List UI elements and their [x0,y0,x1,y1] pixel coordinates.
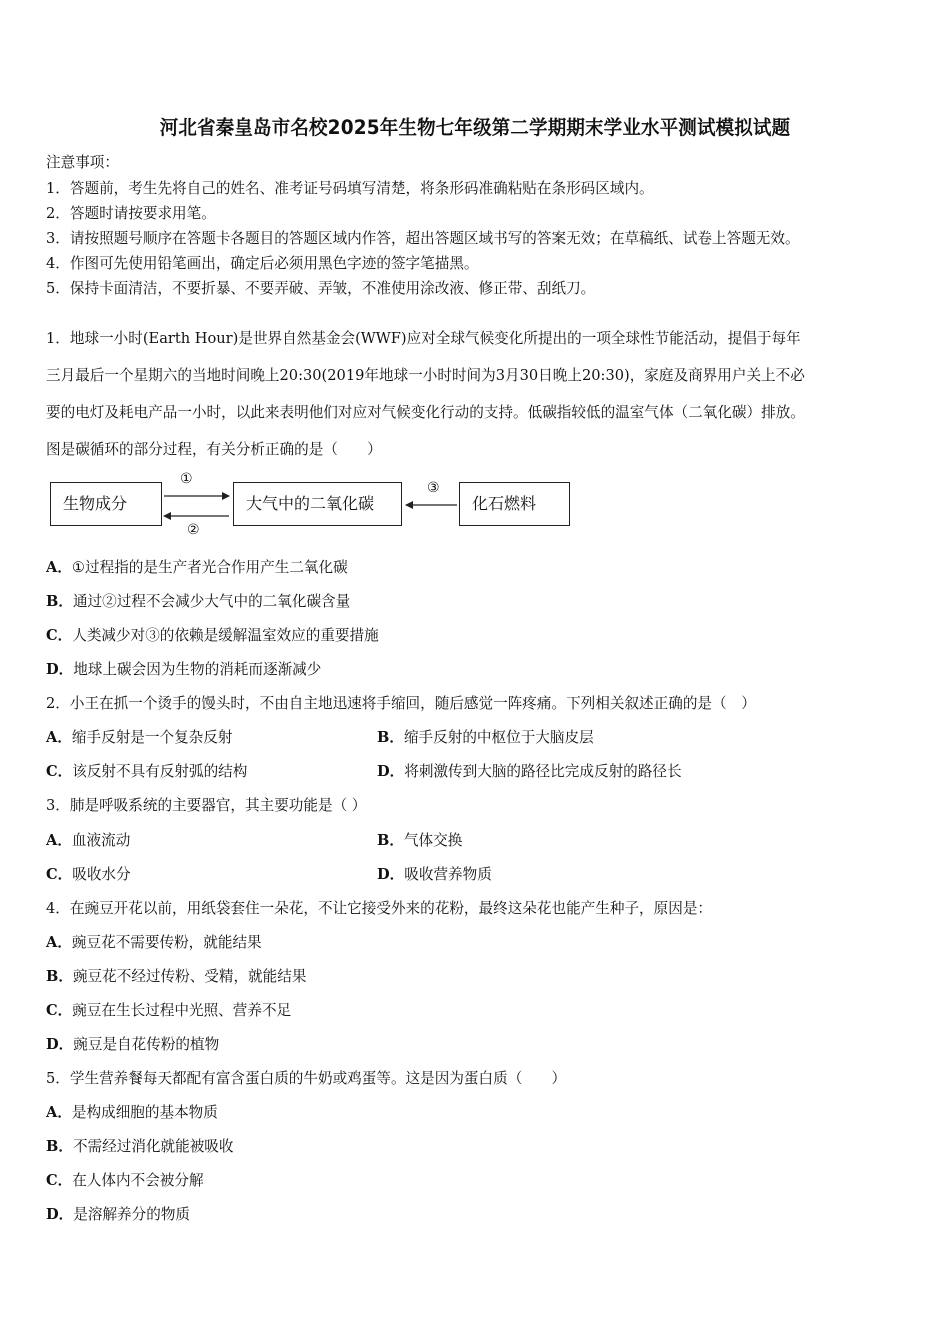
diagram-label-1: ① [180,471,193,487]
option-text: 缩手反射是一个复杂反射 [71,729,233,746]
option-letter: C． [46,627,73,644]
question-1-option-a [46,556,348,577]
question-1-option-c [46,624,379,645]
option-text: 是溶解养分的物质 [73,1206,191,1223]
question-3-option-b [377,829,462,850]
notice-item: 3．请按照题号顺序在答题卡各题目的答题区域内作答，超出答题区域书写的答案无效；在草稿纸、试卷上答题无效。 [46,230,800,247]
option-letter: C． [46,1002,73,1019]
option-text: 地球上碳会因为生物的消耗而逐渐减少 [73,661,322,678]
question-5-option-d [46,1203,190,1224]
question-3-stem: 3．肺是呼吸系统的主要器官，其主要功能是（ ） [46,797,367,814]
option-text: 缩手反射的中枢位于大脑皮层 [403,729,594,746]
question-4-option-c [46,999,291,1020]
diagram-box-biological: 生物成分 [50,482,162,526]
question-5-stem: 5．学生营养餐每天都配有富含蛋白质的牛奶或鸡蛋等。这是因为蛋白质（ ） [46,1070,567,1087]
option-text: 在人体内不会被分解 [72,1172,204,1189]
option-letter: A． [46,934,72,951]
option-text: 是构成细胞的基本物质 [71,1104,218,1121]
question-2-stem: 2．小王在抓一个烫手的馒头时，不由自主地迅速将手缩回，随后感觉一阵疼痛。下列相关叙述正确的是（ ） [46,695,756,712]
option-letter: B． [46,1138,73,1155]
option-letter: B． [377,832,404,849]
option-letter: A． [46,559,72,576]
question-4-option-a [46,931,262,952]
notice-item: 2．答题时请按要求用笔。 [46,205,216,222]
question-1-option-b [46,590,350,611]
question-4-option-b [46,965,306,986]
option-text: 血液流动 [71,832,131,849]
option-letter: B． [46,968,73,985]
option-text: 豌豆是自花传粉的植物 [73,1036,220,1053]
option-text: 气体交换 [403,832,463,849]
option-text: ①过程指的是生产者光合作用产生二氧化碳 [71,559,348,576]
option-text: 人类减少对③的依赖是缓解温室效应的重要措施 [72,627,379,644]
question-4-stem: 4．在豌豆开花以前，用纸袋套住一朵花，不让它接受外来的花粉，最终这朵花也能产生种子，原因是： [46,900,713,917]
carbon-cycle-diagram [48,470,572,538]
page-title: 河北省秦皇岛市名校2025年生物七年级第二学期期末学业水平测试模拟试题 [159,116,791,139]
question-3-option-c [46,863,131,884]
option-text: 该反射不具有反射弧的结构 [72,763,248,780]
diagram-box-fossil-fuel: 化石燃料 [459,482,570,526]
option-letter: D． [46,661,74,678]
question-4-option-d [46,1033,219,1054]
question-3-option-d [377,863,492,884]
notice-item: 4．作图可先使用铅笔画出，确定后必须用黑色字迹的签字笔描黑。 [46,255,479,272]
question-1-stem: 1．地球一小时(Earth Hour)是世界自然基金会(WWF)应对全球气候变化所提出的一项全球性节能活动，提倡于每年 [46,330,801,347]
option-letter: B． [46,593,73,610]
option-letter: D． [46,1036,74,1053]
option-text: 吸收水分 [72,866,131,883]
question-5-option-a [46,1101,218,1122]
notice-heading: 注意事项： [46,154,119,171]
diagram-label-3: ③ [427,480,440,496]
option-letter: C． [46,866,73,883]
option-text: 不需经过消化就能被吸收 [72,1138,234,1155]
option-letter: A． [46,832,72,849]
diagram-arrows [48,470,572,532]
option-letter: C． [46,1172,73,1189]
diagram-label-2: ② [187,522,200,538]
option-text: 豌豆花不需要传粉，就能结果 [71,934,262,951]
option-letter: B． [377,729,404,746]
question-1-option-d [46,658,321,679]
option-letter: D． [377,763,405,780]
option-text: 通过②过程不会减少大气中的二氧化碳含量 [72,593,351,610]
question-3-option-a [46,829,130,850]
question-2-option-c [46,760,247,781]
question-2-option-b [377,726,594,747]
option-letter: D． [46,1206,74,1223]
option-letter: A． [46,729,72,746]
option-text: 将刺激传到大脑的路径比完成反射的路径长 [404,763,682,780]
option-letter: C． [46,763,73,780]
question-5-option-b [46,1135,233,1156]
notice-item: 5．保持卡面清洁，不要折暴、不要弄破、弄皱，不准使用涂改液、修正带、刮纸刀。 [46,280,596,297]
option-letter: D． [377,866,405,883]
notice-item: 1．答题前，考生先将自己的姓名、准考证号码填写清楚，将条形码准确粘贴在条形码区域内。 [46,180,654,197]
question-5-option-c [46,1169,204,1190]
option-text: 豌豆在生长过程中光照、营养不足 [72,1002,292,1019]
question-2-option-d [377,760,682,781]
option-text: 豌豆花不经过传粉、受精，就能结果 [72,968,307,985]
question-1-stem: 图是碳循环的部分过程，有关分析正确的是（ ） [46,441,382,458]
question-2-option-a [46,726,232,747]
question-1-stem: 三月最后一个星期六的当地时间晚上20:30(2019年地球一小时时间为3月30日晚上20:30)，家庭及商界用户关上不必 [46,367,805,384]
option-letter: A． [46,1104,72,1121]
diagram-box-atmosphere-co2: 大气中的二氧化碳 [233,482,402,526]
question-1-stem: 要的电灯及耗电产品一小时，以此来表明他们对应对气候变化行动的支持。低碳指较低的温室气体（二氧化碳）排放。 [46,404,805,421]
option-text: 吸收营养物质 [404,866,492,883]
